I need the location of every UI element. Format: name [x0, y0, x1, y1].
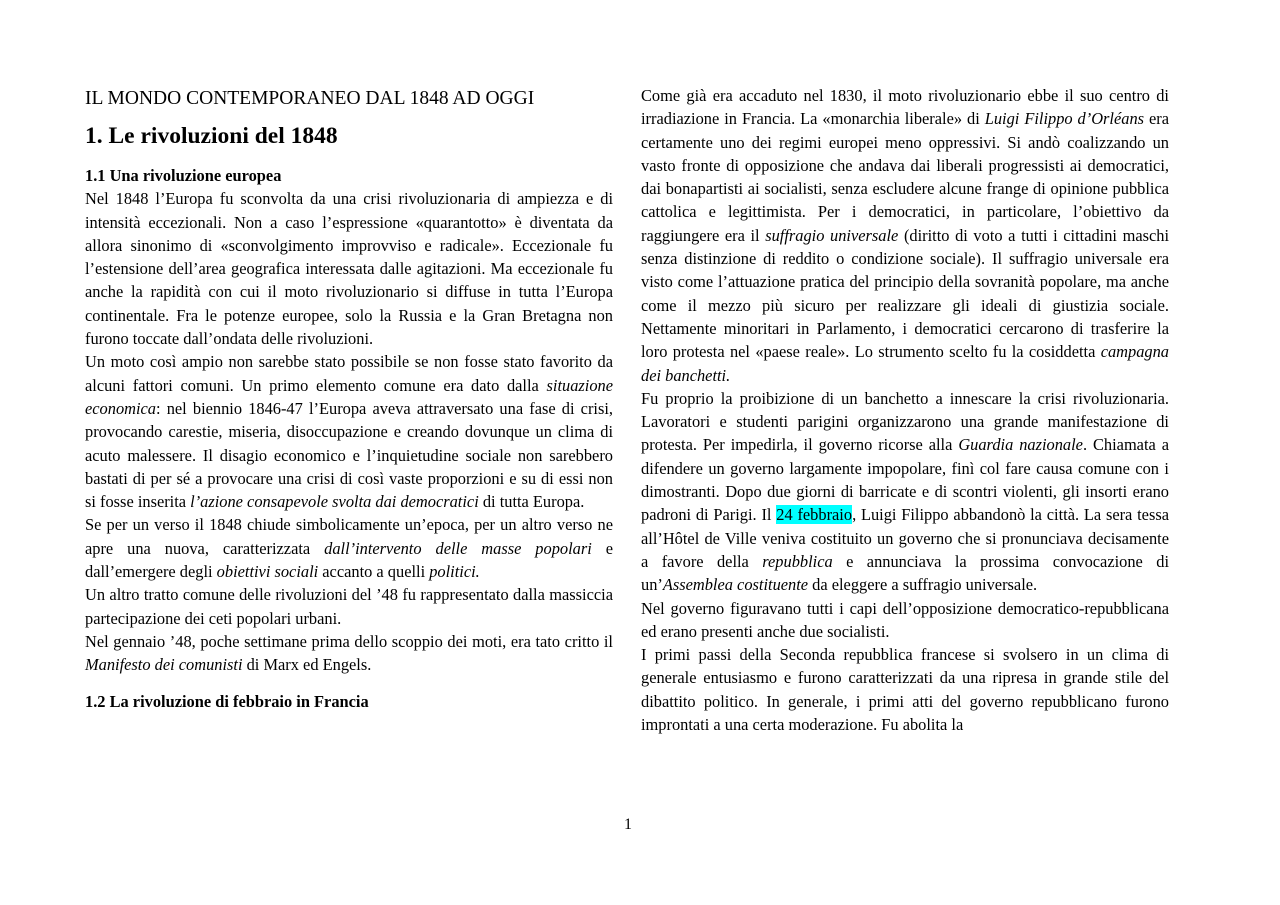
- italic-text: situazione economica: [85, 375, 613, 418]
- italic-text: suffragio universale: [765, 225, 899, 245]
- paragraph: Nel 1848 l’Europa fu sconvolta da una crisi rivoluzionaria di ampiezza e di intensità eccezionali. Non a caso l’espressione «quarantotto» è diventata da allora sinonimo di «sconvolgimento improvviso e radicale». Eccezionale fu l’estensione dell’area geografica interessata dalle agitazioni. Ma eccezionale fu anche la rapidità con cui il moto rivoluzionario si diffuse in tutta l’Europa continentale. Fra le potenze europee, solo la Russia e la Gran Bretagna non furono toccate dall’ondata delle rivoluzioni.: [85, 189, 613, 349]
- paragraph: I primi passi della Seconda repubblica francese si svolsero in un clima di generale entusiasmo e furono caratterizzati da una ripresa in grande stile del dibattito politico. In generale, i primi atti del governo repubblicano furono improntati a una certa moderazione. Fu abolita la: [641, 645, 1169, 735]
- paragraph: Nel governo figuravano tutti i capi dell’opposizione democratico-repubblicana ed erano presenti anche due socialisti.: [641, 598, 1169, 641]
- paragraph: Fu proprio la proibizione di un banchetto a innescare la crisi rivoluzionaria. Lavoratori e studenti parigini organizzarono una grande manifestazione di protesta. Per impedirla, il governo ricorse alla Guardia nazionale. Chiamata a difendere un governo largamente impopolare, finì col fare causa comune con i dimostranti. Dopo due giorni di barricate e di scontri violenti, gli insorti erano padroni di Parigi. Il 24 febbraio, Luigi Filippo abbandonò la città. La sera tessa all’Hôtel de Ville veniva costituito un governo che si pronunciava decisamente a favore della repubblica e annunciava la prossima convocazione di un’Assemblea costituente da eleggere a suffragio universale.: [641, 388, 1169, 595]
- paragraph: Un altro tratto comune delle rivoluzioni del ’48 fu rappresentato dalla massiccia partecipazione dei ceti popolari urbani.: [85, 585, 613, 628]
- highlighted-date: 24 febbraio: [776, 505, 853, 525]
- section-heading-1-1: 1.1 Una rivoluzione europea: [85, 166, 282, 185]
- right-column: [641, 84, 1169, 736]
- italic-text: repubblica: [762, 551, 833, 571]
- italic-text: Luigi Filippo d’Orléans: [984, 109, 1145, 129]
- document-title: IL MONDO CONTEMPORANEO DAL 1848 AD OGGI: [85, 88, 535, 109]
- italic-text: politici.: [429, 562, 480, 582]
- paragraph: Come già era accaduto nel 1830, il moto rivoluzionario ebbe il suo centro di irradiazione in Francia. La «monarchia liberale» di Luigi Filippo d’Orléans era certamente uno dei regimi europei meno oppressivi. Si andò coalizzando un vasto fronte di opposizione che andava dai liberali progressisti ai democratici, dai bonapartisti ai socialisti, senza escludere alcune frange di opinione pubblica cattolica e legittimista. Per i democratici, in particolare, l’obiettivo da raggiungere era il suffragio universale (diritto di voto a tutti i cittadini maschi senza distinzione di reddito o condizione sociale). Il suffragio universale era visto come l’attuazione pratica del principio della sovranità popolare, ma anche come il mezzo più sicuro per realizzare gli ideali di giustizia sociale. Nettamente minoritari in Parlamento, i democratici cercarono di trasferire la loro protesta nel «paese reale». Lo strumento scelto fu la cosiddetta campagna dei banchetti.: [641, 86, 1170, 385]
- italic-text: dall’intervento delle masse popolari: [324, 538, 592, 558]
- paragraph: Se per un verso il 1848 chiude simbolicamente un’epoca, per un altro verso ne apre una nuova, caratterizzata dall’intervento delle masse popolari e dall’emergere degli obiettivi sociali accanto a quelli politici.: [85, 515, 613, 582]
- italic-text: obiettivi sociali: [216, 562, 319, 582]
- paragraph: Nel gennaio ’48, poche settimane prima dello scoppio dei moti, era tato critto il Manifesto dei comunisti di Marx ed Engels.: [85, 631, 613, 675]
- section-heading-1-2: 1.2 La rivoluzione di febbraio in Francia: [85, 691, 369, 711]
- page-number: 1: [624, 816, 632, 833]
- paragraph: Un moto così ampio non sarebbe stato possibile se non fosse stato favorito da alcuni fattori comuni. Un primo elemento comune era dato dalla situazione economica: nel biennio 1846-47 l’Europa aveva attraversato una fase di crisi, provocando carestie, miseria, disoccupazione e creando dovunque un clima di acuto malessere. Il disagio economico e l’inquietudine sociale non sarebbero bastati di per sé a provocare una crisi di così vaste proporzioni e su di essi non si fosse inserita l’azione consapevole svolta dai democratici di tutta Europa.: [85, 352, 613, 512]
- italic-text: Manifesto dei comunisti: [85, 655, 243, 675]
- chapter-heading: 1. Le rivoluzioni del 1848: [85, 123, 338, 149]
- italic-text: Assemblea costituente: [662, 575, 809, 595]
- left-column: [85, 84, 613, 713]
- italic-text: campagna dei banchetti.: [641, 342, 1169, 385]
- italic-text: l’azione consapevole svolta dai democratici: [190, 492, 479, 512]
- italic-text: Guardia nazionale: [958, 435, 1083, 455]
